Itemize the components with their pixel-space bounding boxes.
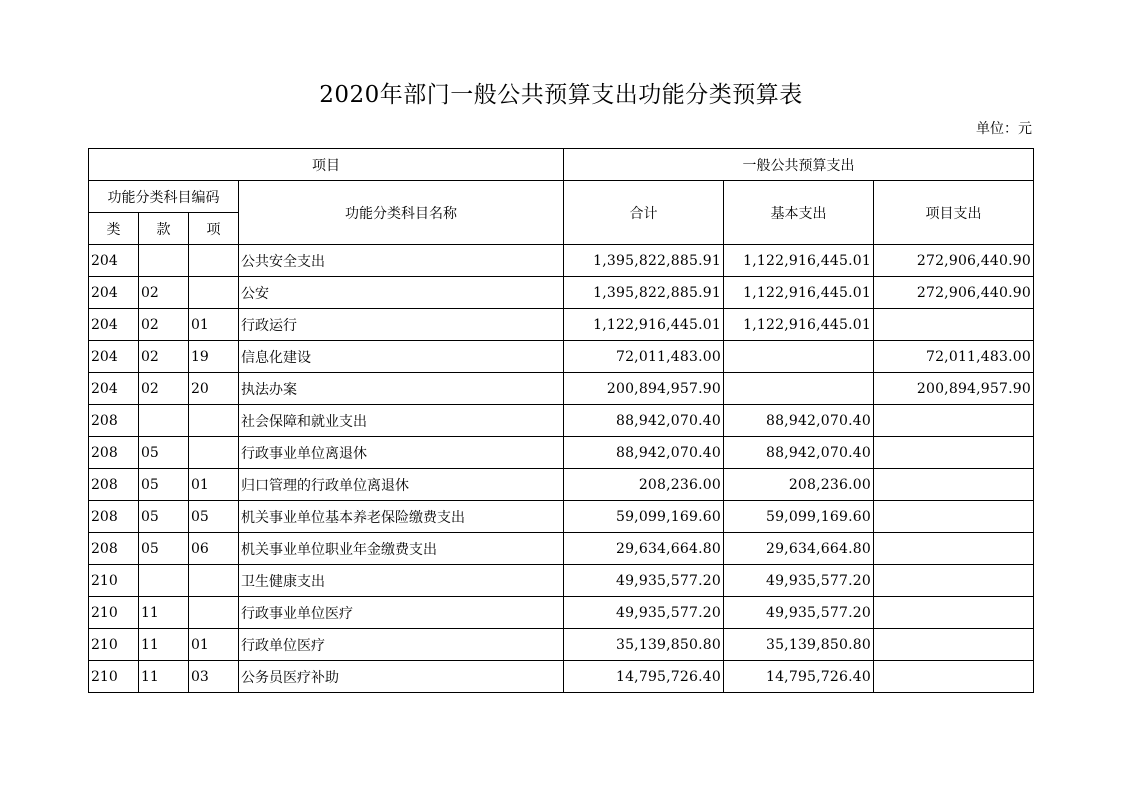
header-basic: 基本支出 bbox=[724, 181, 874, 245]
cell-project: 200,894,957.90 bbox=[874, 373, 1034, 405]
cell-project: 272,906,440.90 bbox=[874, 245, 1034, 277]
cell-project bbox=[874, 661, 1034, 693]
cell-name: 行政单位医疗 bbox=[239, 629, 564, 661]
cell-total: 1,122,916,445.01 bbox=[564, 309, 724, 341]
cell-total: 29,634,664.80 bbox=[564, 533, 724, 565]
cell-kuan: 11 bbox=[139, 661, 189, 693]
header-code-group: 功能分类科目编码 bbox=[89, 181, 239, 213]
cell-total: 72,011,483.00 bbox=[564, 341, 724, 373]
cell-xiang: 06 bbox=[189, 533, 239, 565]
cell-lei: 208 bbox=[89, 533, 139, 565]
cell-kuan: 05 bbox=[139, 501, 189, 533]
page-title: 2020年部门一般公共预算支出功能分类预算表 bbox=[319, 82, 803, 108]
table-row bbox=[89, 533, 1034, 565]
cell-lei: 208 bbox=[89, 405, 139, 437]
header-name-col: 功能分类科目名称 bbox=[239, 181, 564, 245]
cell-basic bbox=[724, 341, 874, 373]
cell-kuan: 02 bbox=[139, 341, 189, 373]
cell-xiang: 20 bbox=[189, 373, 239, 405]
cell-project: 72,011,483.00 bbox=[874, 341, 1034, 373]
cell-kuan bbox=[139, 405, 189, 437]
cell-lei: 208 bbox=[89, 469, 139, 501]
cell-kuan: 11 bbox=[139, 629, 189, 661]
header-xiang: 项 bbox=[189, 213, 239, 245]
table-row bbox=[89, 469, 1034, 501]
table-row bbox=[89, 629, 1034, 661]
cell-basic: 1,122,916,445.01 bbox=[724, 245, 874, 277]
cell-name: 公安 bbox=[239, 277, 564, 309]
table-row bbox=[89, 245, 1034, 277]
cell-total: 1,395,822,885.91 bbox=[564, 245, 724, 277]
cell-lei: 210 bbox=[89, 565, 139, 597]
cell-basic bbox=[724, 373, 874, 405]
header-row-2 bbox=[89, 181, 1034, 213]
table-row bbox=[89, 501, 1034, 533]
cell-xiang: 19 bbox=[189, 341, 239, 373]
cell-kuan: 02 bbox=[139, 373, 189, 405]
budget-table bbox=[88, 148, 1034, 693]
cell-lei: 208 bbox=[89, 501, 139, 533]
cell-project bbox=[874, 565, 1034, 597]
cell-lei: 204 bbox=[89, 309, 139, 341]
cell-lei: 204 bbox=[89, 245, 139, 277]
header-general-budget: 一般公共预算支出 bbox=[564, 149, 1034, 181]
header-project: 项目 bbox=[89, 149, 564, 181]
cell-name: 公共安全支出 bbox=[239, 245, 564, 277]
cell-xiang: 01 bbox=[189, 309, 239, 341]
table-row bbox=[89, 597, 1034, 629]
cell-project bbox=[874, 309, 1034, 341]
cell-basic: 88,942,070.40 bbox=[724, 405, 874, 437]
cell-project bbox=[874, 437, 1034, 469]
cell-name: 归口管理的行政单位离退休 bbox=[239, 469, 564, 501]
cell-kuan: 05 bbox=[139, 437, 189, 469]
cell-basic: 59,099,169.60 bbox=[724, 501, 874, 533]
cell-lei: 204 bbox=[89, 277, 139, 309]
cell-total: 1,395,822,885.91 bbox=[564, 277, 724, 309]
table-row bbox=[89, 437, 1034, 469]
cell-kuan: 05 bbox=[139, 469, 189, 501]
table-row bbox=[89, 405, 1034, 437]
table-row bbox=[89, 277, 1034, 309]
cell-lei: 204 bbox=[89, 373, 139, 405]
header-row-1 bbox=[89, 149, 1034, 181]
cell-basic: 35,139,850.80 bbox=[724, 629, 874, 661]
cell-name: 行政事业单位医疗 bbox=[239, 597, 564, 629]
cell-kuan: 02 bbox=[139, 277, 189, 309]
cell-xiang bbox=[189, 565, 239, 597]
cell-name: 社会保障和就业支出 bbox=[239, 405, 564, 437]
cell-basic: 1,122,916,445.01 bbox=[724, 277, 874, 309]
cell-kuan: 11 bbox=[139, 597, 189, 629]
cell-basic: 208,236.00 bbox=[724, 469, 874, 501]
header-lei: 类 bbox=[89, 213, 139, 245]
cell-total: 200,894,957.90 bbox=[564, 373, 724, 405]
cell-project bbox=[874, 533, 1034, 565]
cell-name: 行政事业单位离退休 bbox=[239, 437, 564, 469]
unit-label: 单位：元 bbox=[976, 121, 1032, 137]
cell-kuan: 02 bbox=[139, 309, 189, 341]
cell-total: 88,942,070.40 bbox=[564, 437, 724, 469]
cell-project bbox=[874, 501, 1034, 533]
cell-total: 14,795,726.40 bbox=[564, 661, 724, 693]
cell-xiang bbox=[189, 405, 239, 437]
cell-total: 49,935,577.20 bbox=[564, 597, 724, 629]
cell-basic: 1,122,916,445.01 bbox=[724, 309, 874, 341]
cell-total: 49,935,577.20 bbox=[564, 565, 724, 597]
cell-total: 208,236.00 bbox=[564, 469, 724, 501]
cell-xiang bbox=[189, 437, 239, 469]
table-row bbox=[89, 309, 1034, 341]
cell-name: 机关事业单位职业年金缴费支出 bbox=[239, 533, 564, 565]
cell-lei: 210 bbox=[89, 661, 139, 693]
cell-name: 卫生健康支出 bbox=[239, 565, 564, 597]
cell-xiang: 05 bbox=[189, 501, 239, 533]
cell-xiang bbox=[189, 277, 239, 309]
table-row bbox=[89, 373, 1034, 405]
cell-xiang: 01 bbox=[189, 469, 239, 501]
cell-basic: 88,942,070.40 bbox=[724, 437, 874, 469]
cell-xiang bbox=[189, 597, 239, 629]
table-row bbox=[89, 341, 1034, 373]
cell-lei: 210 bbox=[89, 597, 139, 629]
cell-total: 88,942,070.40 bbox=[564, 405, 724, 437]
cell-xiang: 03 bbox=[189, 661, 239, 693]
cell-xiang bbox=[189, 245, 239, 277]
cell-basic: 14,795,726.40 bbox=[724, 661, 874, 693]
cell-name: 机关事业单位基本养老保险缴费支出 bbox=[239, 501, 564, 533]
cell-xiang: 01 bbox=[189, 629, 239, 661]
cell-name: 公务员医疗补助 bbox=[239, 661, 564, 693]
cell-total: 59,099,169.60 bbox=[564, 501, 724, 533]
table-row bbox=[89, 565, 1034, 597]
cell-name: 行政运行 bbox=[239, 309, 564, 341]
cell-lei: 208 bbox=[89, 437, 139, 469]
cell-basic: 49,935,577.20 bbox=[724, 565, 874, 597]
header-total: 合计 bbox=[564, 181, 724, 245]
header-kuan: 款 bbox=[139, 213, 189, 245]
cell-project bbox=[874, 597, 1034, 629]
cell-project: 272,906,440.90 bbox=[874, 277, 1034, 309]
cell-project bbox=[874, 469, 1034, 501]
cell-project bbox=[874, 629, 1034, 661]
cell-total: 35,139,850.80 bbox=[564, 629, 724, 661]
cell-kuan: 05 bbox=[139, 533, 189, 565]
header-project-exp: 项目支出 bbox=[874, 181, 1034, 245]
cell-basic: 49,935,577.20 bbox=[724, 597, 874, 629]
cell-lei: 204 bbox=[89, 341, 139, 373]
cell-kuan bbox=[139, 245, 189, 277]
cell-name: 执法办案 bbox=[239, 373, 564, 405]
cell-kuan bbox=[139, 565, 189, 597]
cell-lei: 210 bbox=[89, 629, 139, 661]
cell-project bbox=[874, 405, 1034, 437]
cell-basic: 29,634,664.80 bbox=[724, 533, 874, 565]
cell-name: 信息化建设 bbox=[239, 341, 564, 373]
table-row bbox=[89, 661, 1034, 693]
